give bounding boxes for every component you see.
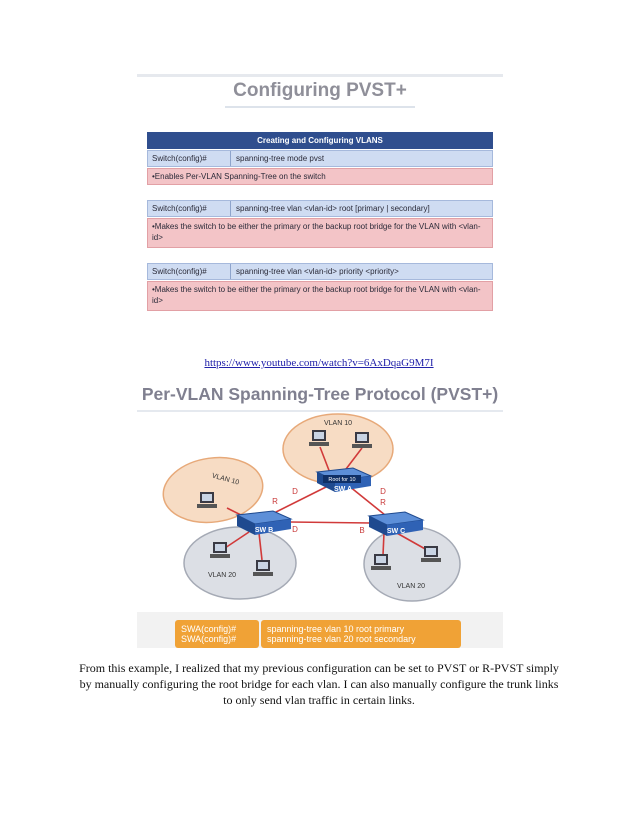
link-a-b xyxy=(270,486,328,515)
column-divider xyxy=(230,151,231,166)
switch-a-label: SW A xyxy=(333,486,353,493)
root-label: Root for 10 xyxy=(328,477,356,483)
table-header: Creating and Configuring VLANS xyxy=(147,132,493,149)
config-prompt: SWA(config)# xyxy=(181,634,237,644)
link-b-c xyxy=(290,522,371,523)
config-prompt: SWA(config)# xyxy=(181,624,237,634)
command-text: spanning-tree vlan <vlan-id> priority <priority> xyxy=(236,267,399,276)
config-command: spanning-tree vlan 20 root secondary xyxy=(267,634,416,644)
pc-icon xyxy=(421,546,441,562)
link-c-vlan20-pc1 xyxy=(383,533,384,555)
config-prompt-box xyxy=(175,620,259,648)
pc-icon xyxy=(197,492,217,508)
port-label-d: D xyxy=(292,525,298,534)
port-label-r: R xyxy=(380,498,386,507)
port-label-b: B xyxy=(359,526,365,535)
diagram-title: Per-VLAN Spanning-Tree Protocol (PVST+) xyxy=(141,384,499,404)
port-label-d: D xyxy=(380,487,386,496)
pc-icon xyxy=(371,554,391,570)
column-divider xyxy=(230,264,231,279)
command-row xyxy=(147,150,493,167)
body-paragraph: From this example, I realized that my previous configuration can be set to PVST or R-PVST simply by manually configuring the root bridge for each vlan. I can also manually configure the trunk links to only send vlan traffic in certain links. xyxy=(79,661,559,707)
switch-c-label: SW C xyxy=(386,528,406,535)
network-diagram xyxy=(137,380,503,612)
description-row: •Makes the switch to be either the primary or the backup root bridge for the VLAN with <vlan-id> xyxy=(147,281,493,311)
command-text: spanning-tree mode pvst xyxy=(236,154,325,163)
youtube-link[interactable]: https://www.youtube.com/watch?v=6AxDqaG9M7I xyxy=(204,357,434,369)
command-prompt: Switch(config)# xyxy=(152,154,207,163)
pc-icon xyxy=(352,432,372,448)
vlan10-left-label: VLAN 10 xyxy=(210,472,240,487)
vlan20-left-label: VLAN 20 xyxy=(207,572,237,579)
config-command-box xyxy=(261,620,461,648)
vlan10-top-label: VLAN 10 xyxy=(323,420,353,427)
switch-b-label: SW B xyxy=(254,527,274,534)
pc-icon xyxy=(253,560,273,576)
pvst-config-slide xyxy=(137,72,503,325)
command-prompt: Switch(config)# xyxy=(152,204,207,213)
slide-title: Configuring PVST+ xyxy=(233,80,407,101)
command-prompt: Switch(config)# xyxy=(152,267,207,276)
command-row xyxy=(147,263,493,280)
command-text: spanning-tree vlan <vlan-id> root [primary | secondary] xyxy=(236,204,430,213)
pvst-diagram-slide xyxy=(137,380,503,648)
command-row xyxy=(147,200,493,217)
pc-icon xyxy=(210,542,230,558)
description-row: •Enables Per-VLAN Spanning-Tree on the switch xyxy=(147,168,493,185)
port-label-r: R xyxy=(272,497,278,506)
port-label-d: D xyxy=(292,487,298,496)
description-row: •Makes the switch to be either the primary or the backup root bridge for the VLAN with <vlan-id> xyxy=(147,218,493,248)
column-divider xyxy=(230,201,231,216)
slide-top-divider xyxy=(137,74,503,77)
title-underline xyxy=(225,106,415,108)
pc-icon xyxy=(309,430,329,446)
config-command: spanning-tree vlan 10 root primary xyxy=(267,624,405,634)
vlan20-right-label: VLAN 20 xyxy=(396,583,426,590)
